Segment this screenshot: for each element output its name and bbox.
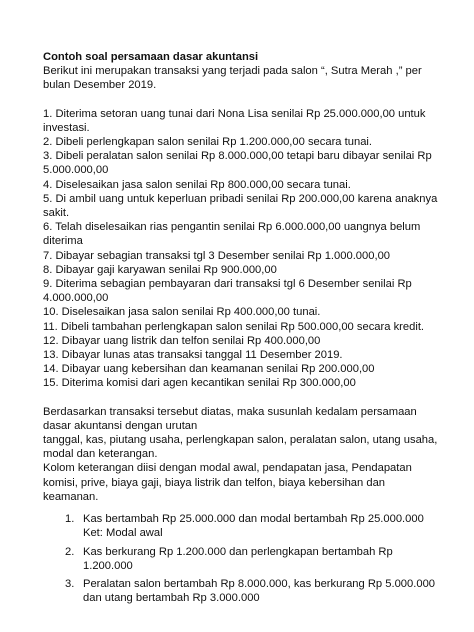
instruction-paragraph: Berdasarkan transaksi tersebut diatas, maka susunlah kedalam persamaan dasar akuntansi dengan urutan — [43, 405, 417, 432]
transaction-item: 11. Dibeli tambahan perlengkapan salon senilai Rp 500.000,00 secara kredit. — [43, 320, 425, 333]
transaction-item: 9. Diterima sebagian pembayaran dari transaksi tgl 6 Desember senilai Rp 4.000.000,00 — [43, 278, 412, 305]
answer-number: 1. — [65, 513, 75, 526]
transaction-item: 5. Di ambil uang untuk keperluan pribadi senilai Rp 200.000,00 karena anaknya sakit. — [43, 192, 438, 220]
answer-text: Peralatan salon bertambah Rp 8.000.000, kas berkurang Rp 5.000.000 dan utang bertambah Rp 3.000.000 — [83, 577, 436, 605]
intro-paragraph: Berikut ini merupakan transaksi yang terjadi pada salon “, Sutra Merah ,” per bulan Desember 2019. — [43, 65, 422, 92]
answer-text: Kas berkurang Rp 1.200.000 dan perlengkapan bertambah Rp 1.200.000 — [83, 545, 393, 572]
answer-note: Ket: Modal awal — [83, 527, 163, 540]
transaction-item: 8. Dibayar gaji karyawan senilai Rp 900.000,00 — [43, 263, 277, 276]
transaction-item: 1. Diterima setoran uang tunai dari Nona Lisa senilai Rp 25.000.000,00 untuk investasi. — [43, 107, 426, 134]
transaction-item: 14. Dibayar uang kebersihan dan keamanan senilai Rp 200.000,00 — [43, 363, 375, 376]
document-title: Contoh soal persamaan dasar akuntansi — [43, 51, 259, 63]
spacer — [43, 391, 443, 405]
answer-list — [43, 512, 443, 605]
transaction-item: 4. Diselesaikan jasa salon senilai Rp 800.000,00 secara tunai. — [43, 178, 351, 191]
answer-number: 3. — [65, 577, 75, 590]
instruction-paragraph: tanggal, kas, piutang usaha, perlengkapan salon, peralatan salon, utang usaha, modal dan keterangan. — [43, 434, 438, 461]
answer-item — [43, 545, 443, 573]
document-content — [43, 50, 443, 609]
transaction-item: 15. Diterima komisi dari agen kecantikan senilai Rp 300.000,00 — [43, 377, 356, 390]
transaction-item: 12. Dibayar uang listrik dan telfon senilai Rp 400.000,00 — [43, 334, 321, 347]
transaction-list — [43, 107, 443, 391]
transaction-item: 13. Dibayar lunas atas transaksi tanggal 11 Desember 2019. — [43, 349, 343, 362]
transaction-item: 7. Dibayar sebagian transaksi tgl 3 Desember senilai Rp 1.000.000,00 — [43, 249, 391, 262]
transaction-item: 2. Dibeli perlengkapan salon senilai Rp 1.200.000,00 secara tunai. — [43, 136, 373, 149]
answer-number: 2. — [65, 545, 75, 558]
transaction-item: 3. Dibeli peralatan salon senilai Rp 8.000.000,00 tetapi baru dibayar senilai Rp 5.000.000,00 — [43, 150, 432, 177]
transaction-item: 10. Diselesaikan jasa salon senilai Rp 400.000,00 tunai. — [43, 306, 321, 319]
answer-text: Kas bertambah Rp 25.000.000 dan modal bertambah Rp 25.000.000 — [83, 513, 424, 526]
spacer — [43, 93, 443, 107]
transaction-item: 6. Telah diselesaikan rias pengantin senilai Rp 6.000.000,00 uangnya belum diterima — [43, 221, 421, 248]
answer-item — [43, 512, 443, 540]
instruction-paragraph: Kolom keterangan diisi dengan modal awal, pendapatan jasa, Pendapatan komisi, prive, biaya gaji, biaya listrik dan telfon, biaya kebersihan dan keamanan. — [43, 462, 412, 503]
answer-item — [43, 577, 443, 605]
